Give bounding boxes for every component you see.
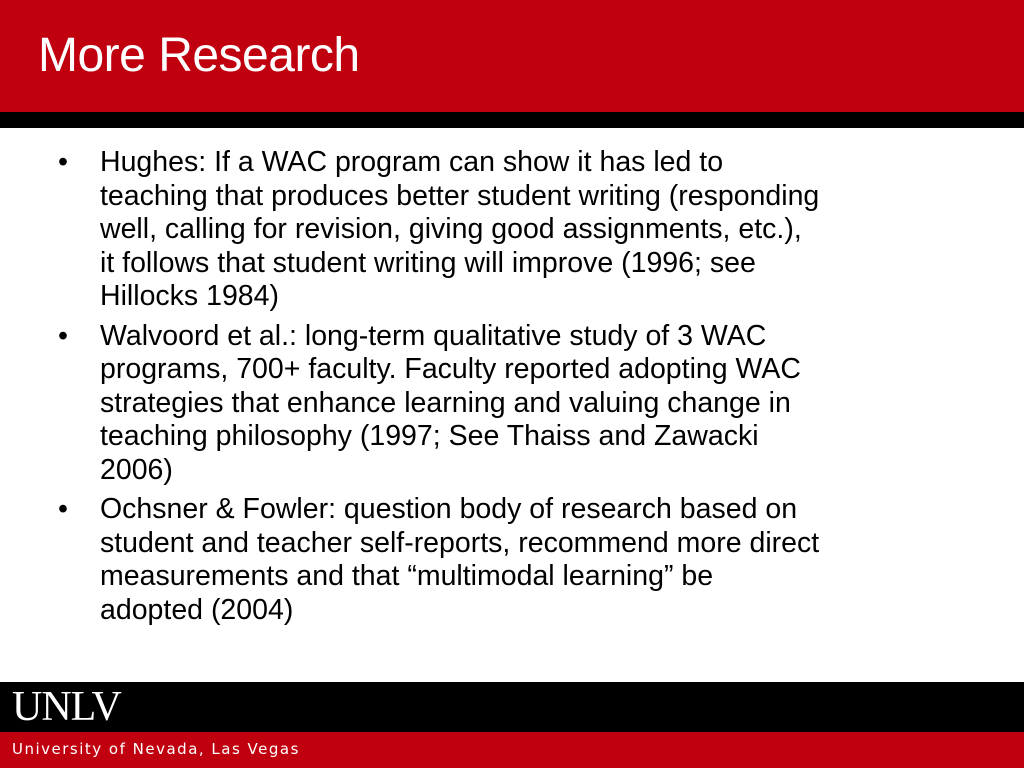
bullet-line: Hughes: If a WAC program can show it has led to <box>100 146 724 178</box>
bullet-line: measurements and that “multimodal learning” be <box>100 560 714 592</box>
bullet-line: student and teacher self-reports, recommend more direct <box>100 526 820 559</box>
bullet-line: Walvoord et al.: long-term qualitative study of 3 WAC <box>100 319 767 352</box>
bullet-line: teaching that produces better student writing (responding <box>100 179 820 212</box>
bullet-line: strategies that enhance learning and valuing change in <box>100 386 791 419</box>
bullet-line: adopted (2004) <box>100 593 294 626</box>
bullet-line: programs, 700+ faculty. Faculty reported adopting WAC <box>100 353 801 385</box>
bullet-marker: • <box>58 493 68 525</box>
bullet-line: teaching philosophy (1997; See Thaiss and Zawacki <box>100 420 759 452</box>
university-name: University of Nevada, Las Vegas <box>12 740 300 758</box>
unlv-logo: UNLV <box>12 684 121 730</box>
bullet-item <box>58 493 978 627</box>
bullet-marker: • <box>58 146 68 178</box>
slide-title: More Research <box>38 29 360 82</box>
footer-logo-band <box>0 682 1024 732</box>
bullet-item <box>58 320 978 488</box>
bullet-item <box>58 146 978 314</box>
bullet-line: Ochsner & Fowler: question body of research based on <box>100 493 798 525</box>
bullet-list <box>58 146 978 633</box>
bullet-line: Hillocks 1984) <box>100 280 279 312</box>
title-divider <box>0 112 1024 128</box>
bullet-marker: • <box>58 319 68 352</box>
bullet-line: it follows that student writing will improve (1996; see <box>100 246 756 279</box>
bullet-line: 2006) <box>100 453 173 486</box>
bullet-line: well, calling for revision, giving good assignments, etc.), <box>100 213 802 245</box>
